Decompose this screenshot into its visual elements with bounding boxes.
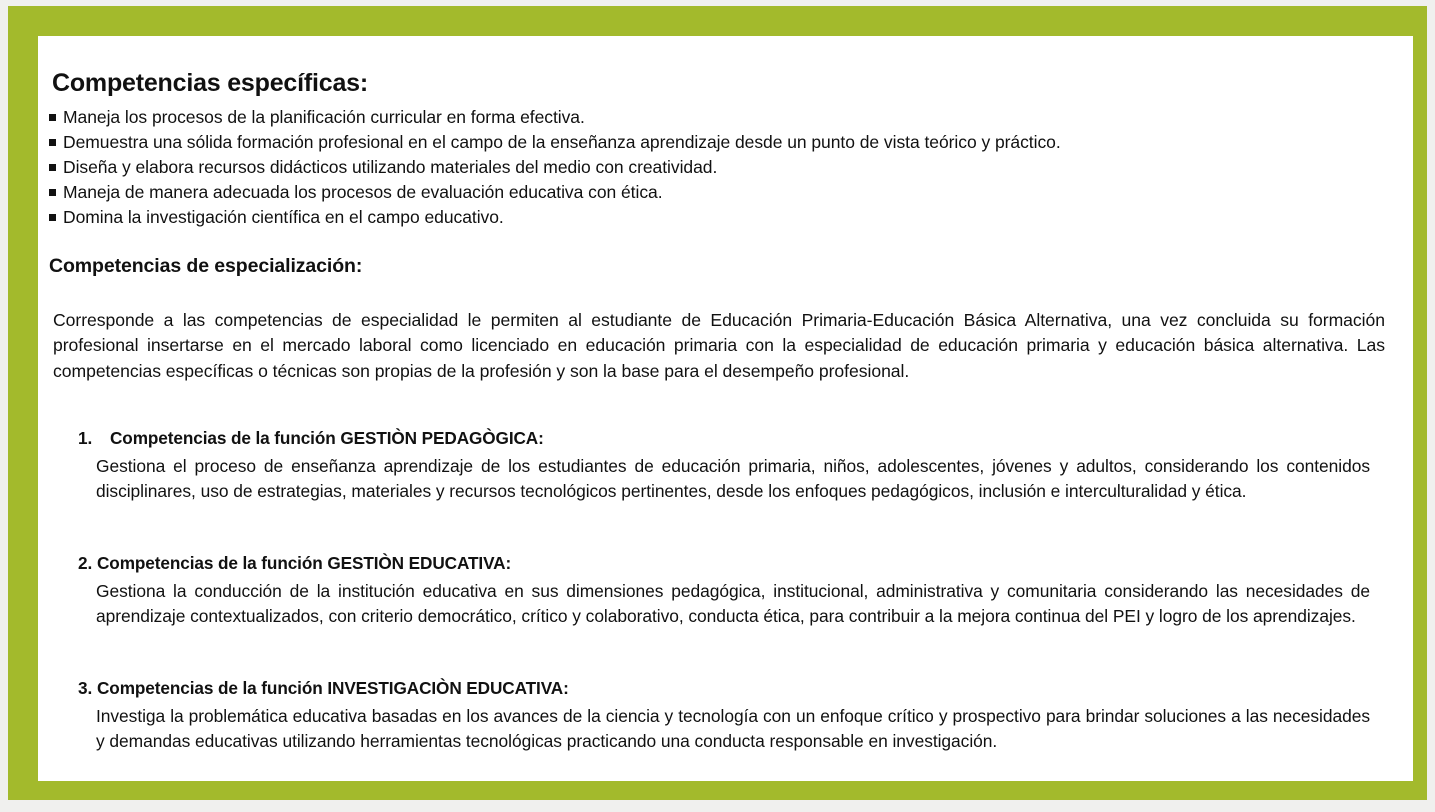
item-number: 3. xyxy=(78,678,93,698)
content-card xyxy=(38,36,1413,781)
square-bullet-icon xyxy=(49,114,56,121)
numbered-item-heading xyxy=(78,427,1413,450)
numbered-item-1 xyxy=(38,427,1413,502)
item-title: Competencias de la función GESTIÒN EDUCATIVA: xyxy=(97,553,512,573)
list-item xyxy=(49,105,1399,130)
item-body-text: Investiga la problemática educativa basadas en los avances de la ciencia y tecnología con un enfoque crítico y prospectivo para brindar soluciones a las necesidades y demandas educativas utilizando herramientas tecnológicas practicando una conducta responsable en investigación. xyxy=(96,706,1370,752)
item-body-text: Gestiona el proceso de enseñanza aprendizaje de los estudiantes de educación primaria, niños, adolescentes, jóvenes y adultos, considerando los contenidos disciplinares, uso de estrategias, materiales y recursos tecnológicos pertinentes, desde los enfoques pedagógicos, inclusión e interculturalidad y ética. xyxy=(96,456,1370,502)
specific-competencies-list xyxy=(49,105,1399,230)
numbered-item-heading xyxy=(78,677,1413,700)
specialization-intro-paragraph: Corresponde a las competencias de especialidad le permiten al estudiante de Educación Primaria-Educación Básica Alternativa, una vez concluida su formación profesional insertarse en el mercado laboral como licenciado en educación primaria con la especialidad de educación primaria y educación básica alternativa. Las competencias específicas o técnicas son propias de la profesión y son la base para el desempeño profesional. xyxy=(53,310,1385,381)
list-item xyxy=(49,180,1399,205)
list-item xyxy=(49,205,1399,230)
square-bullet-icon xyxy=(49,189,56,196)
item-title: Competencias de la función GESTIÒN PEDAGÒGICA: xyxy=(110,428,544,448)
list-item-text: Diseña y elabora recursos didácticos utilizando materiales del medio con creatividad. xyxy=(63,157,718,177)
list-item-text: Domina la investigación científica en el campo educativo. xyxy=(63,207,504,227)
heading-competencias-especializacion: Competencias de especialización: xyxy=(49,255,363,277)
item-title: Competencias de la función INVESTIGACIÒN EDUCATIVA: xyxy=(97,678,569,698)
square-bullet-icon xyxy=(49,164,56,171)
list-item xyxy=(49,155,1399,180)
green-border-frame xyxy=(8,6,1427,800)
list-item-text: Maneja de manera adecuada los procesos de evaluación educativa con ética. xyxy=(63,182,663,202)
numbered-item-heading xyxy=(78,552,1413,575)
list-item-text: Demuestra una sólida formación profesional en el campo de la enseñanza aprendizaje desde un punto de vista teórico y práctico. xyxy=(63,132,1061,152)
list-item xyxy=(49,130,1399,155)
numbered-item-3 xyxy=(38,677,1413,752)
item-body-text: Gestiona la conducción de la institución educativa en sus dimensiones pedagógica, institucional, administrativa y comunitaria considerando las necesidades de aprendizaje contextualizados, con criterio democrático, crítico y colaborativo, conducta ética, para contribuir a la mejora continua del PEI y logro de los aprendizajes. xyxy=(96,581,1370,627)
square-bullet-icon xyxy=(49,139,56,146)
numbered-item-2 xyxy=(38,552,1413,627)
list-item-text: Maneja los procesos de la planificación curricular en forma efectiva. xyxy=(63,107,585,127)
document-body xyxy=(38,36,1413,781)
item-number: 1. xyxy=(78,428,93,448)
heading-competencias-especificas: Competencias específicas: xyxy=(52,69,368,97)
item-number: 2. xyxy=(78,553,93,573)
square-bullet-icon xyxy=(49,214,56,221)
